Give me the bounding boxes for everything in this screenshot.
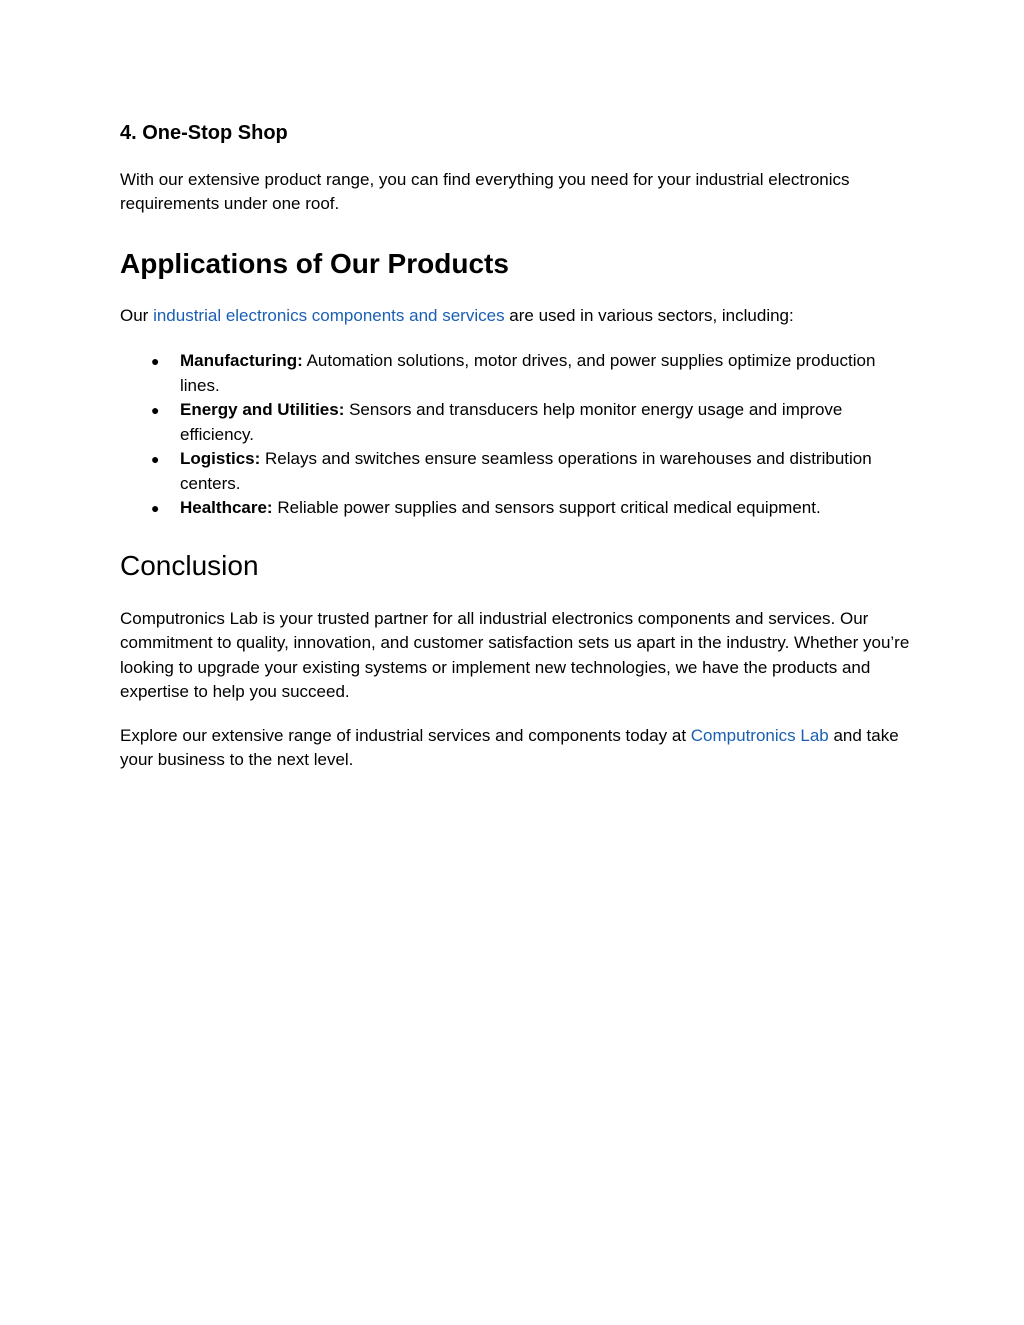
list-item-text: Sensors and transducers help monitor energy usage and improve efficiency.: [180, 400, 843, 444]
bullet-icon: ●: [151, 500, 160, 516]
list-item-text: Automation solutions, motor drives, and power supplies optimize production lines.: [180, 351, 876, 395]
one-stop-shop-paragraph: With our extensive product range, you can find everything you need for your industrial electronics requirements under one roof.: [120, 170, 850, 213]
applications-intro-suffix: are used in various sectors, including:: [504, 306, 794, 325]
applications-heading: Applications of Our Products: [120, 248, 509, 279]
bullet-icon: ●: [151, 402, 160, 418]
list-item-logistics: [120, 447, 910, 496]
conclusion-paragraph-1: Computronics Lab is your trusted partner for all industrial electronics components and services. Our commitment to quality, innovation, and customer satisfaction sets us apart in the industry. Whether you’re looking to upgrade your existing systems or implement new technologies, we have the products and expertise to help you succeed.: [120, 609, 910, 701]
applications-list: [120, 349, 910, 521]
applications-intro: [120, 304, 794, 328]
list-item-term: Manufacturing:: [180, 351, 303, 370]
list-item-energy-utilities: [120, 398, 910, 447]
list-item-term: Energy and Utilities:: [180, 400, 345, 419]
section-heading-one-stop-shop: 4. One-Stop Shop: [120, 122, 288, 144]
bullet-icon: ●: [151, 353, 160, 369]
list-item-term: Logistics:: [180, 449, 261, 468]
list-item-manufacturing: [120, 349, 910, 398]
conclusion-paragraph-2-suffix: and take your business to the next level.: [120, 726, 899, 770]
bullet-icon: ●: [151, 451, 160, 467]
list-item-healthcare: [120, 496, 910, 521]
applications-intro-prefix: Our: [120, 306, 154, 325]
list-item-text: Relays and switches ensure seamless operations in warehouses and distribution centers.: [180, 449, 872, 493]
conclusion-paragraph-2-prefix: Explore our extensive range of industrial services and components today at: [120, 726, 691, 745]
industrial-electronics-link[interactable]: industrial electronics components and services: [153, 306, 505, 325]
conclusion-heading: Conclusion: [120, 550, 259, 581]
list-item-text: Reliable power supplies and sensors support critical medical equipment.: [272, 498, 821, 517]
computronics-lab-link[interactable]: Computronics Lab: [690, 726, 829, 745]
conclusion-paragraph-2: [120, 724, 910, 773]
list-item-term: Healthcare:: [180, 498, 273, 517]
